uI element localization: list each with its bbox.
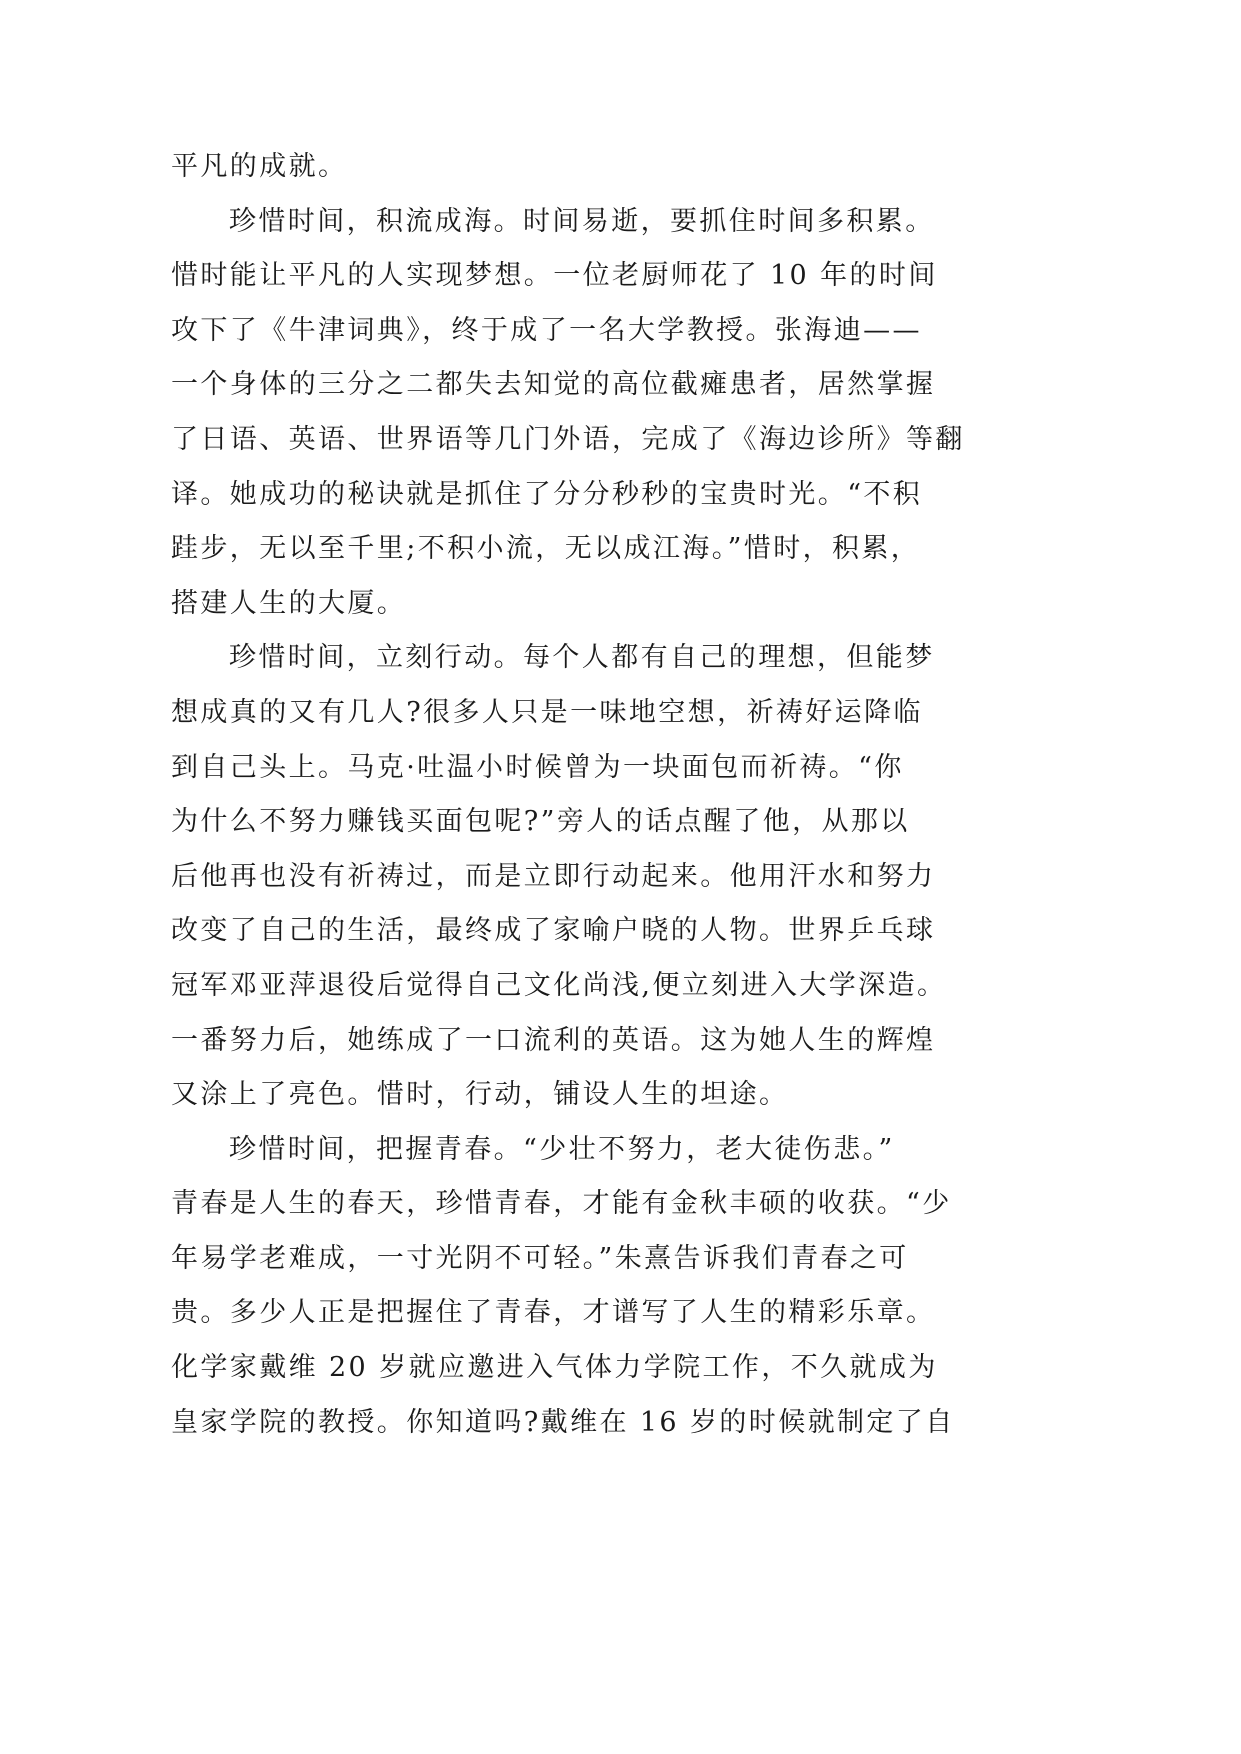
text-line: 又涂上了亮色。惜时，行动，铺设人生的坦途。 (171, 1079, 789, 1111)
text-line: 跬步，无以至千里;不积小流，无以成江海。”惜时，积累， (171, 533, 921, 565)
text-line: 一个身体的三分之二都失去知觉的高位截瘫患者，居然掌握 (171, 369, 936, 401)
paragraph-first-line: 珍惜时间，立刻行动。每个人都有自己的理想，但能梦 (229, 642, 935, 674)
paragraph-first-line: 珍惜时间，积流成海。时间易逝，要抓住时间多积累。 (229, 205, 935, 237)
text-line: 攻下了《牛津词典》，终于成了一名大学教授。张海迪—— (171, 314, 922, 346)
text-line: 搭建人生的大厦。 (171, 587, 407, 619)
paragraph-first-line: 珍惜时间，把握青春。“少壮不努力，老大徒伤悲。” (229, 1133, 895, 1165)
text-line: 想成真的又有几人?很多人只是一味地空想，祈祷好运降临 (171, 696, 923, 728)
text-line: 到自己头上。马克·吐温小时候曾为一块面包而祈祷。“你 (171, 751, 904, 783)
text-line: 后他再也没有祈祷过，而是立即行动起来。他用汗水和努力 (171, 860, 936, 892)
text-line: 平凡的成就。 (171, 151, 348, 182)
text-line: 惜时能让平凡的人实现梦想。一位老厨师花了 10 年的时间 (171, 260, 938, 292)
text-line: 化学家戴维 20 岁就应邀进入气体力学院工作，不久就成为 (171, 1352, 938, 1384)
text-line: 为什么不努力赚钱买面包呢?”旁人的话点醒了他，从那以 (171, 806, 910, 838)
text-line: 一番努力后，她练成了一口流利的英语。这为她人生的辉煌 (171, 1024, 936, 1056)
text-line: 青春是人生的春天，珍惜青春，才能有金秋丰硕的收获。“少 (171, 1188, 952, 1220)
text-line: 译。她成功的秘诀就是抓住了分分秒秒的宝贵时光。“不积 (171, 478, 923, 510)
text-line: 改变了自己的生活，最终成了家喻户晓的人物。世界乒乓球 (171, 915, 936, 947)
text-line: 冠军邓亚萍退役后觉得自己文化尚浅,便立刻进入大学深造。 (171, 969, 947, 1001)
text-line: 皇家学院的教授。你知道吗?戴维在 16 岁的时候就制定了自 (171, 1406, 955, 1438)
text-line: 贵。多少人正是把握住了青春，才谱写了人生的精彩乐章。 (171, 1297, 936, 1329)
document-body (171, 140, 965, 1450)
text-line: 了日语、英语、世界语等几门外语，完成了《海边诊所》等翻 (171, 423, 965, 455)
text-line: 年易学老难成，一寸光阴不可轻。”朱熹告诉我们青春之可 (171, 1242, 909, 1274)
